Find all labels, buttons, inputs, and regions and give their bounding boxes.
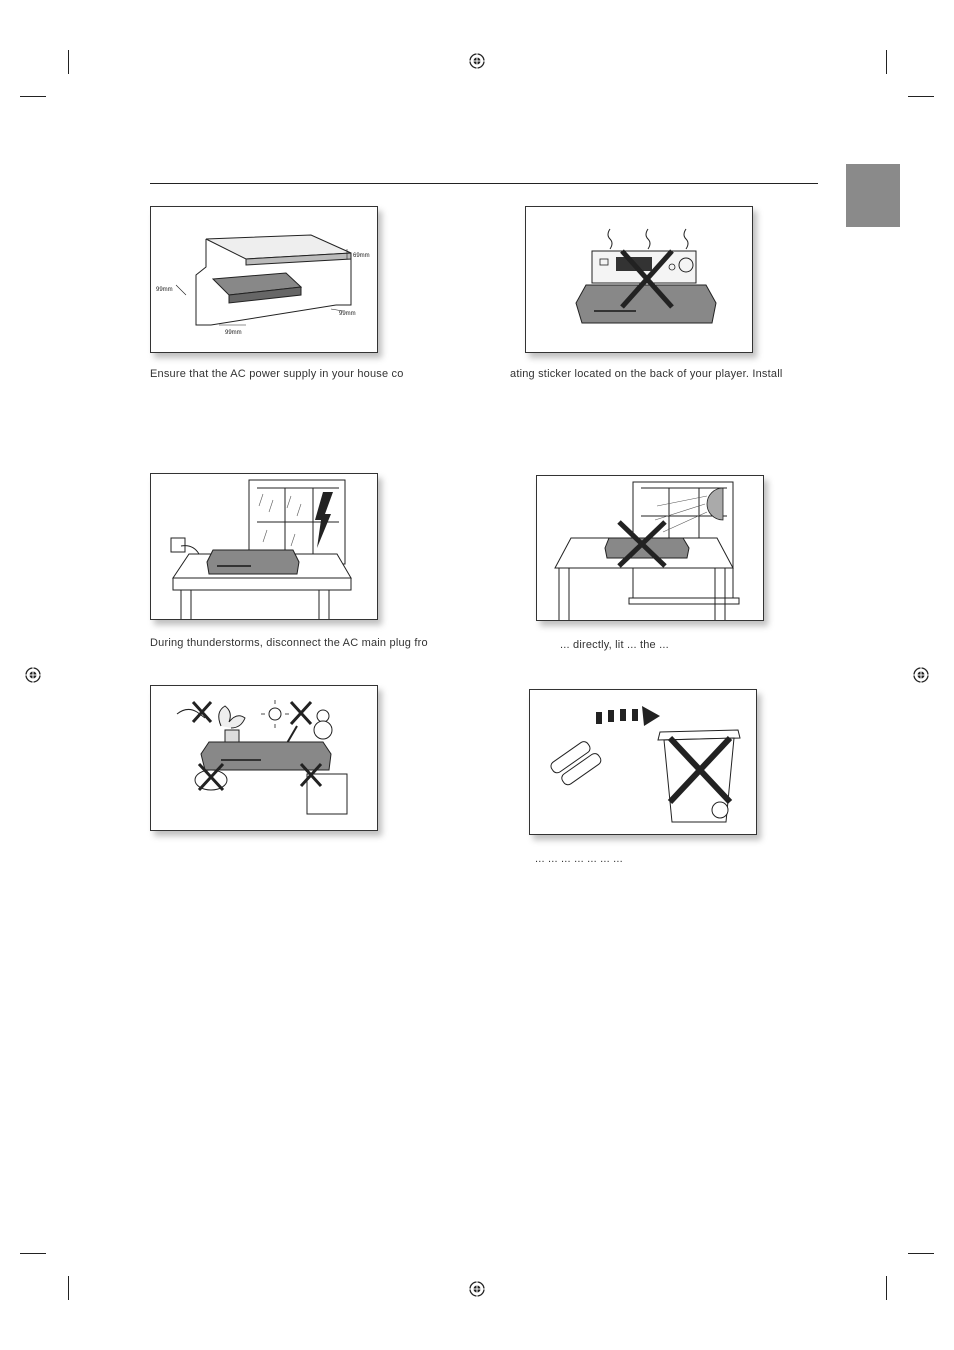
figure-ventilation [150,206,378,353]
caption-ventilation: Ensure that the AC power supply in your house co [150,368,404,380]
registration-mark-icon [468,52,486,70]
dim-label-top: 69mm [353,253,370,259]
crop-mark [20,96,46,97]
dim-label-left: 99mm [156,287,173,293]
figure-thunderstorm [150,473,378,620]
caption-no-stacking: ating sticker located on the back of your player. Install [510,368,783,380]
crop-mark [886,50,887,74]
caption-direct-sunlight: ... directly, lit ... the ... [560,639,669,651]
crop-mark [908,1253,934,1254]
figure-no-stacking [525,206,753,353]
figure-direct-sunlight [536,475,764,621]
caption-battery-disposal: ... ... ... ... ... ... ... [535,853,623,865]
header-rule [150,183,818,184]
dim-label-bottom: 99mm [225,330,242,336]
caption-thunderstorm: During thunderstorms, disconnect the AC main plug fro [150,637,428,649]
figure-hazards [150,685,378,831]
dim-label-right: 99mm [339,311,356,317]
section-tab [846,164,900,227]
crop-mark [68,1276,69,1300]
registration-mark-icon [24,666,42,684]
crop-mark [886,1276,887,1300]
figure-battery-disposal [529,689,757,835]
registration-mark-icon [468,1280,486,1298]
crop-mark [908,96,934,97]
crop-mark [20,1253,46,1254]
crop-mark [68,50,69,74]
registration-mark-icon [912,666,930,684]
